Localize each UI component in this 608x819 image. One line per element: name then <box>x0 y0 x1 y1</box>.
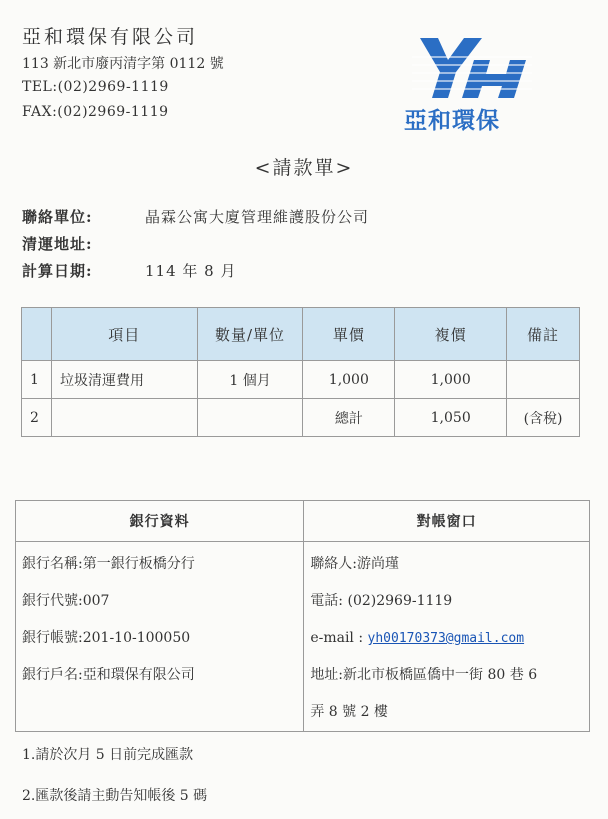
billing-date-label: 計算日期: <box>22 262 93 280</box>
contact-unit-label: 聯絡單位: <box>22 208 93 226</box>
bank-name: 銀行名稱:第一銀行板橋分行 <box>22 556 195 572</box>
table-row <box>22 361 580 399</box>
bank-account-holder: 銀行戶名:亞和環保有限公司 <box>22 667 195 683</box>
col-header-subtotal: 複價 <box>395 308 507 361</box>
logo-text: 亞和環保 <box>404 108 500 134</box>
email-label: e-mail : <box>310 630 368 646</box>
col-header-quantity: 數量/單位 <box>197 308 303 361</box>
company-address: 113 新北市廢丙清字第 0112 號 <box>22 56 224 72</box>
billing-date-value: 114 年 8 月 <box>145 262 237 280</box>
row-index: 1 <box>22 361 52 399</box>
company-fax: FAX:(02)2969-1119 <box>22 104 169 120</box>
row-item <box>51 399 197 437</box>
contact-email-line <box>304 620 589 657</box>
col-header-index <box>22 308 52 361</box>
company-name: 亞和環保有限公司 <box>22 26 199 48</box>
table-row <box>22 399 580 437</box>
total-value: 1,050 <box>395 399 507 437</box>
row-quantity: 1 個月 <box>197 361 303 399</box>
contact-address-line-2: 弄 8 號 2 樓 <box>310 704 388 720</box>
charges-header-row <box>22 308 580 361</box>
contact-unit-value: 晶霖公寓大廈管理維護股份公司 <box>145 208 370 226</box>
row-quantity <box>197 399 303 437</box>
col-header-remarks: 備註 <box>507 308 580 361</box>
bank-info-table <box>15 500 590 732</box>
email-link[interactable]: yh00170373@gmail.com <box>367 631 525 646</box>
contact-person: 聯絡人:游尚瑾 <box>310 556 400 572</box>
payment-note-2: 2.匯款後請主動告知帳後 5 碼 <box>22 788 208 804</box>
company-tel: TEL:(02)2969-1119 <box>22 79 169 95</box>
row-index: 2 <box>22 399 52 437</box>
billing-contact-header: 對帳窗口 <box>304 501 590 542</box>
payment-note-1: 1.請於次月 5 日前完成匯款 <box>22 747 194 763</box>
bank-account: 銀行帳號:201-10-100050 <box>22 630 191 646</box>
charges-table <box>21 307 580 437</box>
tax-included-note: (含稅) <box>507 399 580 437</box>
bank-code: 銀行代號:007 <box>22 593 110 609</box>
row-item: 垃圾清運費用 <box>51 361 197 399</box>
col-header-unit-price: 單價 <box>303 308 395 361</box>
bank-info-header: 銀行資料 <box>16 501 304 542</box>
total-label: 總計 <box>303 399 395 437</box>
contact-phone: 電話: (02)2969-1119 <box>310 593 453 609</box>
col-header-item: 項目 <box>51 308 197 361</box>
row-subtotal: 1,000 <box>395 361 507 399</box>
page-title: <請款單> <box>254 157 354 179</box>
row-unit-price: 1,000 <box>303 361 395 399</box>
contact-address-line-1: 地址:新北市板橋區僑中一街 80 巷 6 <box>310 667 538 683</box>
row-remarks <box>507 361 580 399</box>
pickup-address-label: 清運地址: <box>22 235 93 253</box>
